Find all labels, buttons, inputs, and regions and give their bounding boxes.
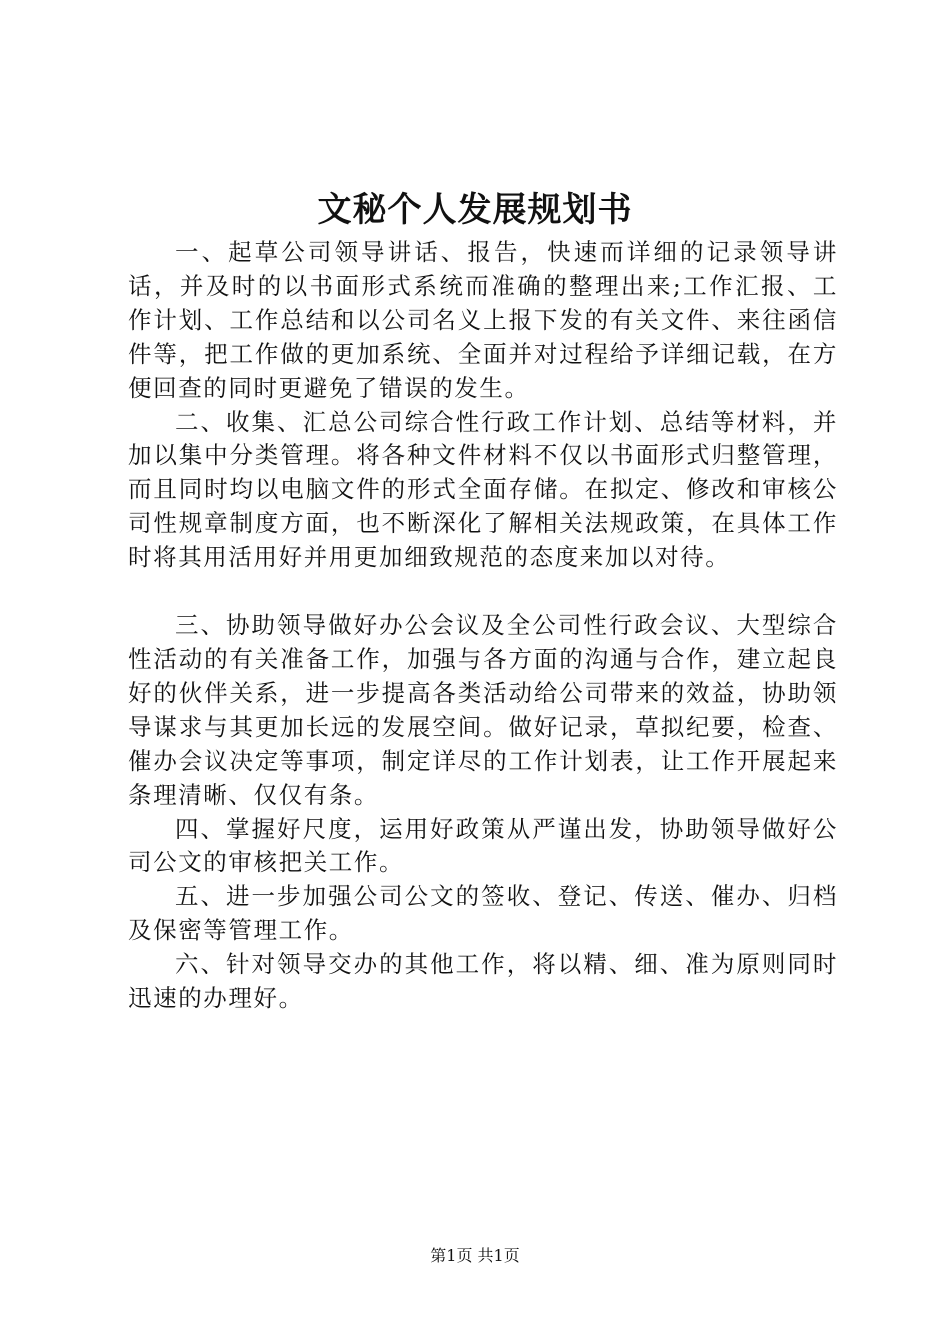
document-title: 文秘个人发展规划书 <box>317 190 633 230</box>
paragraph-6: 六、针对领导交办的其他工作，将以精、细、准为原则同时迅速的办理好。 <box>128 950 838 1013</box>
document-body <box>128 236 838 1016</box>
paragraph-4: 四、掌握好尺度，运用好政策从严谨出发，协助领导做好公司公文的审核把关工作。 <box>128 814 838 877</box>
paragraph-3: 三、协助领导做好办公会议及全公司性行政会议、大型综合性活动的有关准备工作，加强与各方面的沟通与合作，建立起良好的伙伴关系，进一步提高各类活动给公司带来的效益，协助领导谋求与其更加长远的发展空间。做好记录，草拟纪要，检查、催办会议决定等事项，制定详尽的工作计划表，让工作开展起来条理清晰、仅仅有条。 <box>128 611 838 809</box>
page-footer: 第1页 共1页 <box>430 1246 520 1265</box>
paragraph-1: 一、起草公司领导讲话、报告，快速而详细的记录领导讲话，并及时的以书面形式系统而准确的整理出来;工作汇报、工作计划、工作总结和以公司名义上报下发的有关文件、来往函信件等，把工作做的更加系统、全面并对过程给予详细记载，在方便回查的同时更避免了错误的发生。 <box>128 238 838 402</box>
paragraph-2: 二、收集、汇总公司综合性行政工作计划、总结等材料，并加以集中分类管理。将各种文件材料不仅以书面形式归整管理，而且同时均以电脑文件的形式全面存储。在拟定、修改和审核公司性规章制度方面，也不断深化了解相关法规政策，在具体工作时将其用活用好并用更加细致规范的态度来加以对待。 <box>128 407 838 572</box>
paragraph-5: 五、进一步加强公司公文的签收、登记、传送、催办、归档及保密等管理工作。 <box>128 882 838 945</box>
